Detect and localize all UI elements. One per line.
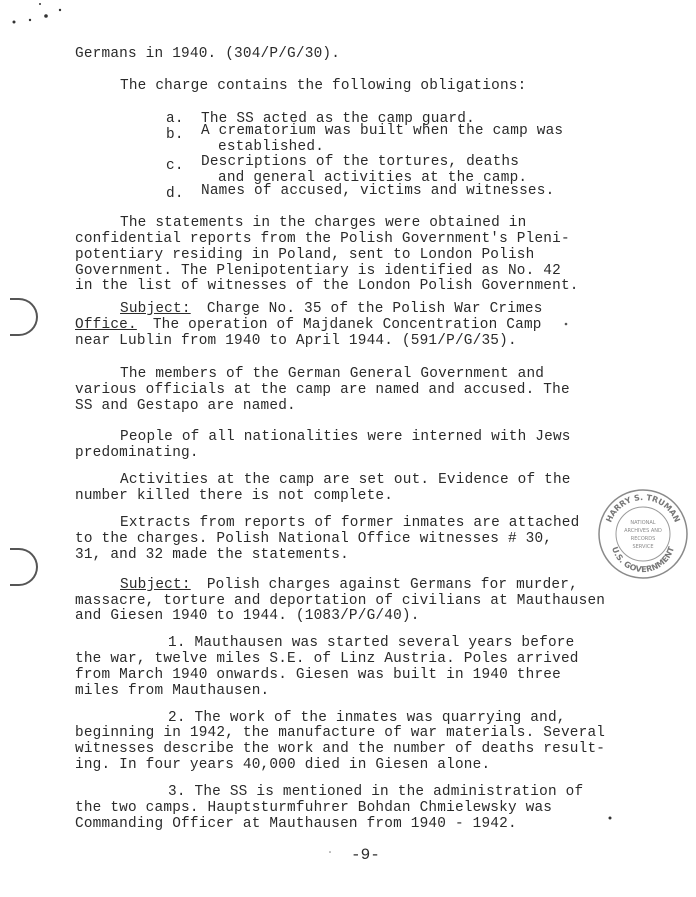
text-line: potentiary residing in Poland, sent to London Polish bbox=[75, 247, 535, 263]
text-line: various officials at the camp are named and accused. The bbox=[75, 382, 570, 398]
text-line: Activities at the camp are set out. Evidence of the bbox=[120, 472, 571, 488]
text-line: predominating. bbox=[75, 445, 199, 461]
text-line: Extracts from reports of former inmates are attached bbox=[120, 515, 580, 531]
list-item-b: A crematorium was built when the camp was bbox=[201, 123, 564, 139]
stamp-bottom-text: U.S. GOVERNMENT bbox=[609, 545, 677, 575]
text-line: confidential reports from the Polish Government's Pleni- bbox=[75, 231, 570, 247]
text-line: miles from Mauthausen. bbox=[75, 683, 270, 699]
list-item-d: Names of accused, victims and witnesses. bbox=[201, 183, 555, 199]
text-line: witnesses describe the work and the number of deaths result- bbox=[75, 741, 606, 757]
text-line: massacre, torture and deportation of civilians at Mauthausen bbox=[75, 593, 606, 609]
office-label: Office. bbox=[75, 317, 137, 333]
text-line: People of all nationalities were interned with Jews bbox=[120, 429, 571, 445]
list-marker-b: b. bbox=[166, 127, 184, 143]
text-line: and Giesen 1940 to 1944. (1083/P/G/40). bbox=[75, 608, 420, 624]
list-item-a: The SS acted as the camp guard. bbox=[201, 111, 475, 127]
text-line: the two camps. Hauptsturmfuhrer Bohdan Chmielewsky was bbox=[75, 800, 553, 816]
text-line: The statements in the charges were obtained in bbox=[120, 215, 527, 231]
text-line: Commanding Officer at Mauthausen from 1940 - 1942. bbox=[75, 816, 517, 832]
list-marker-a: a. bbox=[166, 111, 184, 127]
stamp-inner-text: RECORDS bbox=[630, 536, 656, 542]
list-item-b-cont: established. bbox=[218, 139, 325, 155]
text-line: ing. In four years 40,000 died in Giesen alone. bbox=[75, 757, 491, 773]
text-line: The members of the German General Government and bbox=[120, 366, 545, 382]
stamp-top-text: HARRY S. TRUMAN bbox=[604, 492, 682, 524]
text-line: The operation of Majdanek Concentration Camp bbox=[144, 317, 542, 333]
stamp-inner-text: SERVICE bbox=[632, 544, 654, 550]
text-line: the war, twelve miles S.E. of Linz Austria. Poles arrived bbox=[75, 651, 579, 667]
text-line: Charge No. 35 of the Polish War Crimes bbox=[198, 301, 543, 317]
text-line: Germans in 1940. (304/P/G/30). bbox=[75, 46, 341, 62]
text-line: 3. The SS is mentioned in the administration of bbox=[168, 784, 584, 800]
subject-label: Subject: bbox=[120, 301, 191, 317]
text-line: Polish charges against Germans for murder, bbox=[198, 577, 578, 593]
text-line: 2. The work of the inmates was quarrying and, bbox=[168, 710, 566, 726]
text-line: 1. Mauthausen was started several years before bbox=[168, 635, 575, 651]
text-line: in the list of witnesses of the London Polish Government. bbox=[75, 278, 579, 294]
text-line: beginning in 1942, the manufacture of war materials. Several bbox=[75, 725, 606, 741]
list-item-c: Descriptions of the tortures, deaths bbox=[201, 154, 520, 170]
list-marker-d: d. bbox=[166, 186, 184, 202]
stamp-inner-text: NATIONAL bbox=[630, 520, 656, 526]
text-line: from March 1940 onwards. Giesen was built in 1940 three bbox=[75, 667, 561, 683]
page-number: -9- bbox=[351, 846, 380, 864]
stamp-inner-text: ARCHIVES AND bbox=[624, 528, 662, 534]
text-line: near Lublin from 1940 to April 1944. (591/P/G/35). bbox=[75, 333, 517, 349]
archive-stamp bbox=[595, 486, 691, 582]
text-line: to the charges. Polish National Office witnesses # 30, bbox=[75, 531, 553, 547]
list-item-c-cont: and general activities at the camp. bbox=[218, 170, 528, 186]
text-line: 31, and 32 made the statements. bbox=[75, 547, 349, 563]
text-line: SS and Gestapo are named. bbox=[75, 398, 296, 414]
list-marker-c: c. bbox=[166, 158, 184, 174]
text-line: number killed there is not complete. bbox=[75, 488, 394, 504]
text-line: The charge contains the following obligations: bbox=[120, 78, 527, 94]
subject-label: Subject: bbox=[120, 577, 191, 593]
text-line: Government. The Plenipotentiary is identified as No. 42 bbox=[75, 263, 561, 279]
